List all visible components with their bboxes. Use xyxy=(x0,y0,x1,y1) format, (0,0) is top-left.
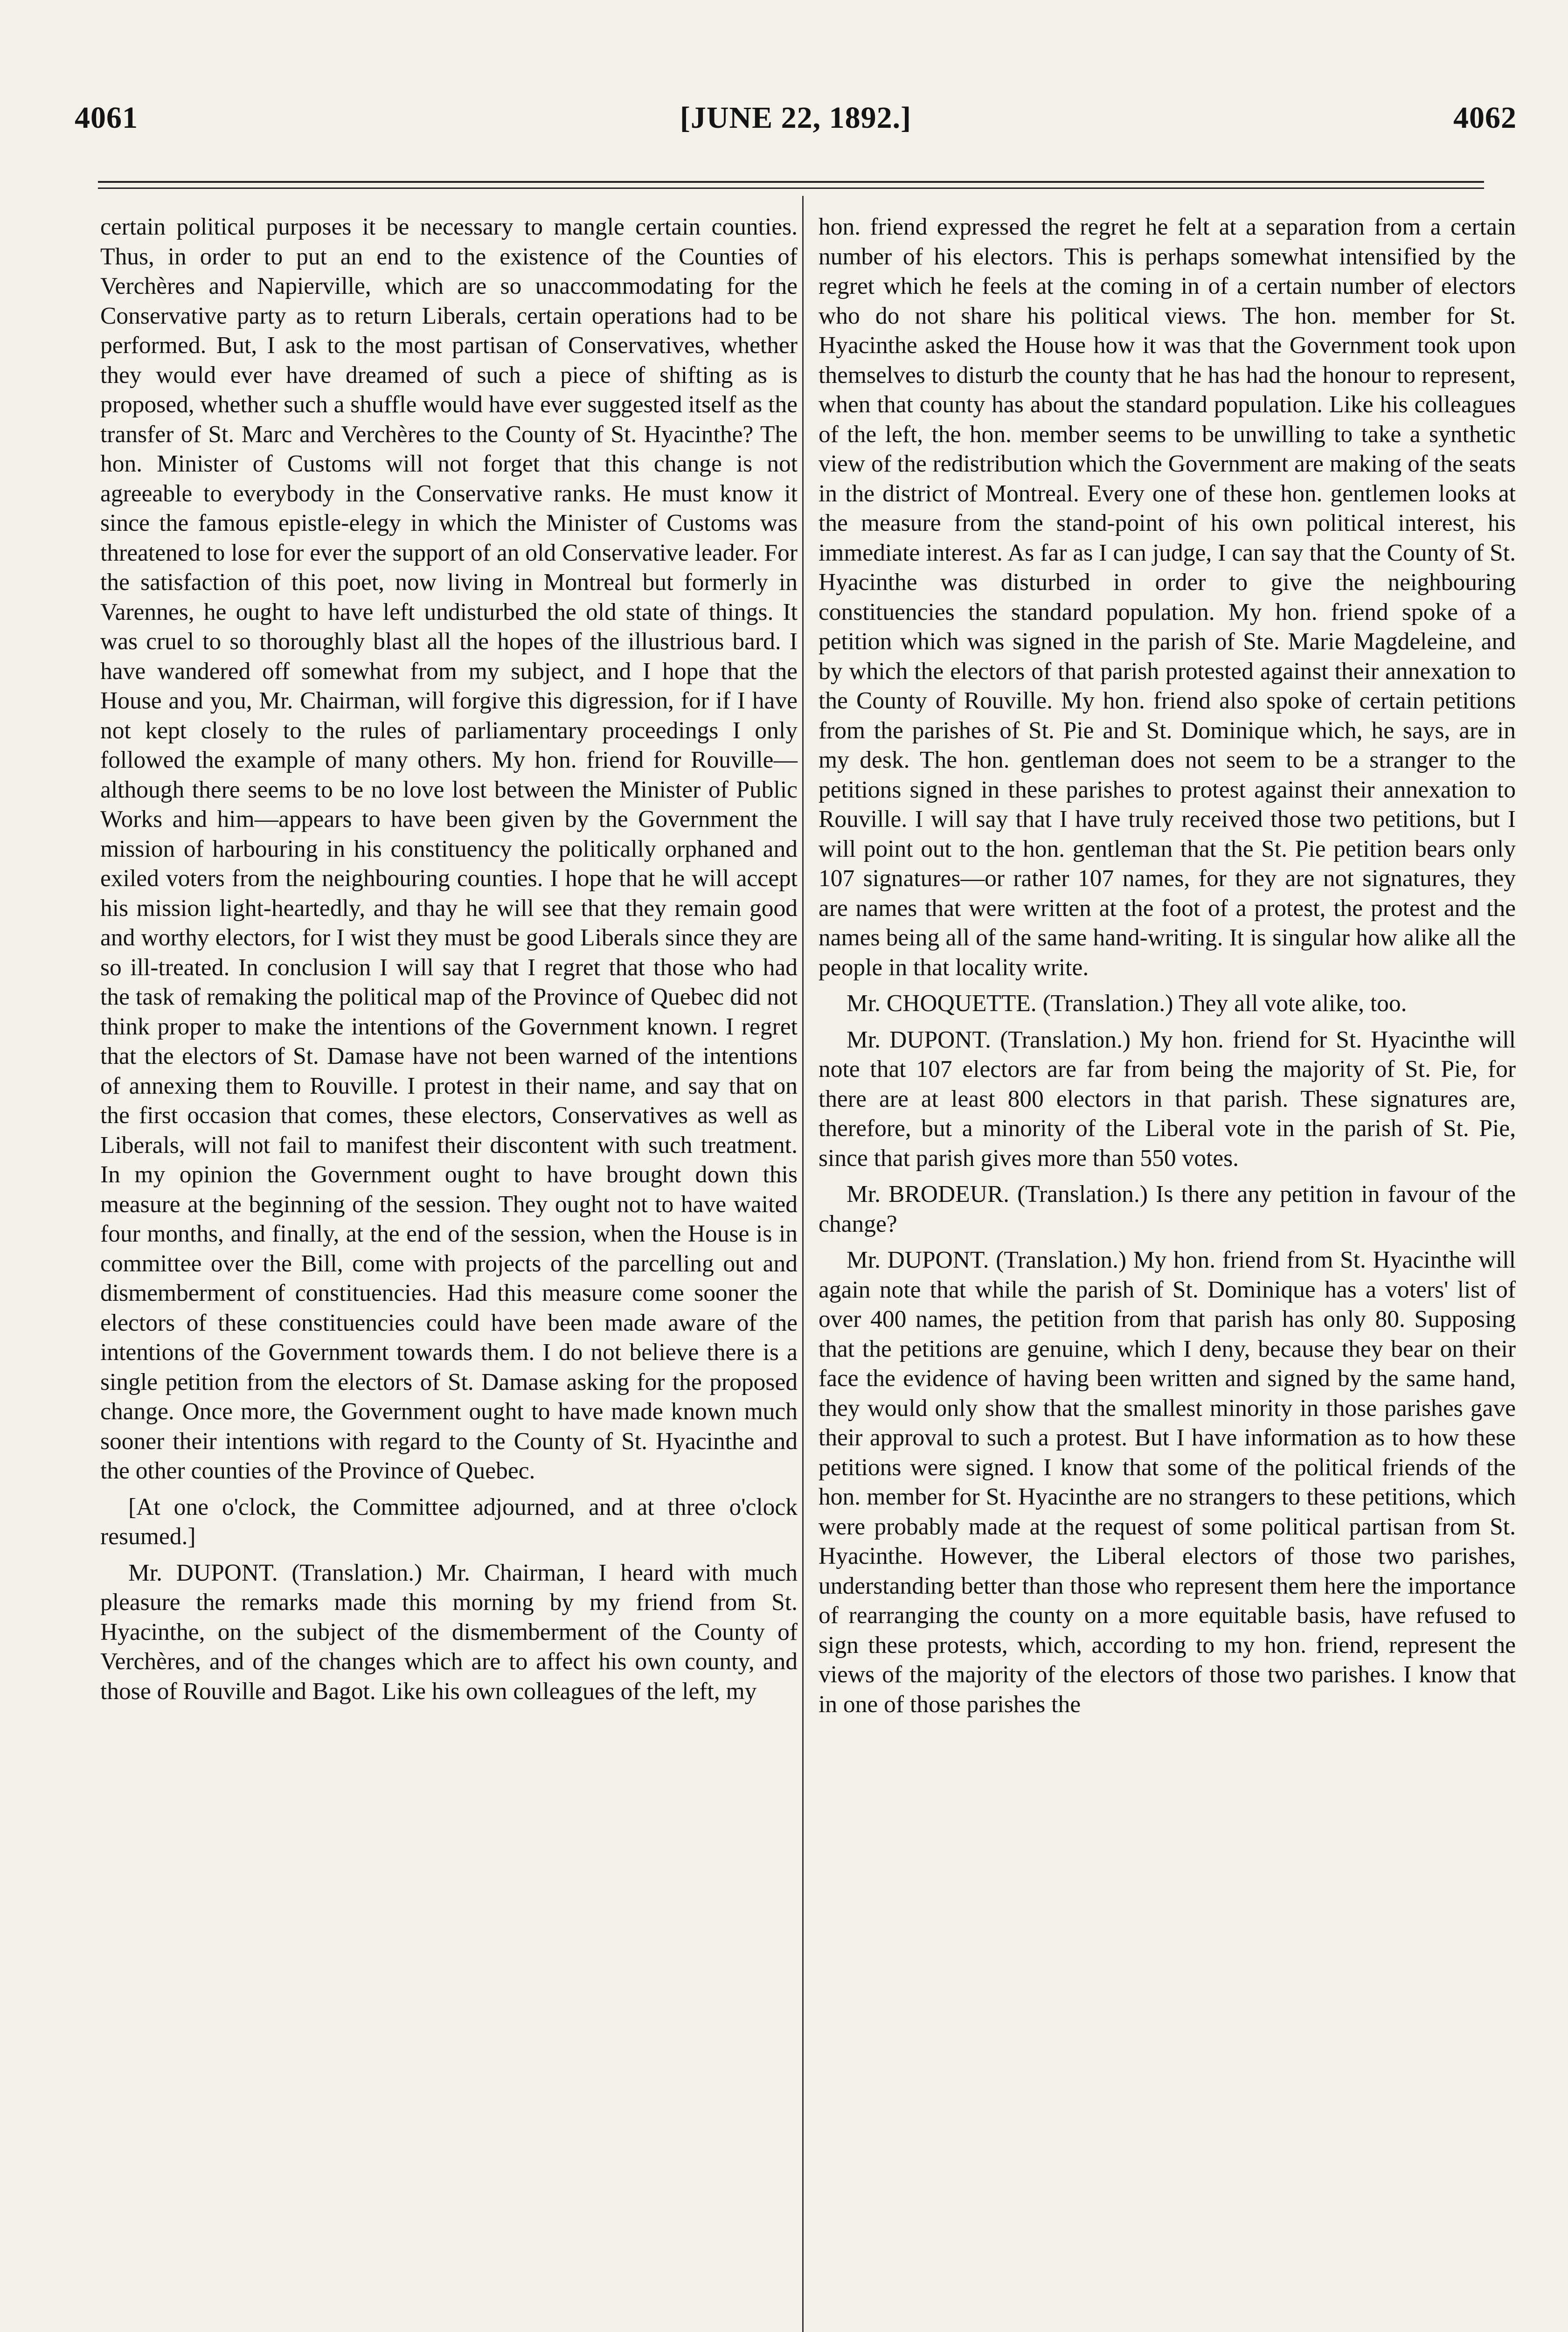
left-paragraph-2: [At one o'clock, the Committee adjourned, and at three o'clock resumed.] xyxy=(100,1493,798,1550)
page-number-right: 4062 xyxy=(1453,101,1517,135)
left-paragraph-1: certain political purposes it be necessary to mangle certain counties. Thus, in order to put an end to the existence of the Counties of Verchères and Napierville, which are so unaccommodating for the Conservative party as to return Liberals, certain operations had to be performed. But, I ask to the most partisan of Conservatives, whether they would ever have dreamed of such a piece of shifting as is proposed, whether such a shuffle would have ever suggested itself as the transfer of St. Marc and Verchères to the County of St. Hyacinthe? The hon. Minister of Customs will not forget that this change is not agreeable to everybody in the Conservative ranks. He must know it since the famous epistle-elegy in which the Minister of Customs was threatened to lose for ever the support of an old Conservative leader. For the satisfaction of this poet, now living in Montreal but formerly in Varennes, he ought to have left undisturbed the old state of things. It was cruel to so thoroughly blast all the hopes of the illustrious bard. I have wandered off somewhat from my subject, and I hope that the House and you, Mr. Chairman, will forgive this digression, for if I have not kept closely to the rules of parliamentary proceedings I only followed the example of many others. My hon. friend for Rouville—although there seems to be no love lost between the Minister of Public Works and him—appears to have been given by the Government the mission of harbouring in his constituency the politically orphaned and exiled voters from the neighbouring counties. I hope that he will accept his mission light-heartedly, and thay he will see that they remain good and worthy electors, for I wist they must be good Liberals since they are so ill-treated. In conclusion I will say that I regret that those who had the task of remaking the political map of the Province of Quebec did not think proper to make the intentions of the Government known. I regret that the electors of St. Damase have not been warned of the intentions of annexing them to Rouville. I protest in their name, and say that on the first occasion that comes, these electors, Conservatives as well as Liberals, will not fail to manifest their discontent with such treatment. In my opinion the Government ought to have brought down this measure at the beginning of the session. They ought not to have waited four months, and finally, at the end of the session, when the House is in committee over the Bill, come with projects of the parcelling out and dismemberment of constituencies. Had this measure come sooner the electors of these constituencies could have been made aware of the intentions of the Government towards them. I do not believe there is a single petition from the electors of St. Damase asking for the proposed change. Once more, the Government ought to have made known much sooner their intentions with regard to the County of St. Hyacinthe and the other counties of the Province of Quebec. xyxy=(100,214,798,1484)
right-paragraph-4: Mr. BRODEUR. (Translation.) Is there any petition in favour of the change? xyxy=(819,1181,1516,1237)
page-number-left: 4061 xyxy=(75,101,138,135)
column-divider xyxy=(802,196,804,2332)
right-column xyxy=(819,212,1516,1726)
right-paragraph-5: Mr. DUPONT. (Translation.) My hon. friend from St. Hyacinthe will again note that while the parish of St. Dominique has a voters' list of over 400 names, the petition from that parish has only 80. Supposing that the petitions are genuine, which I deny, because they bear on their face the evidence of having been written and signed by the same hand, they would only show that the smallest minority in those parishes gave their approval to such a protest. But I have information as to how these petitions were signed. I know that some of the political friends of the hon. member for St. Hyacinthe are no strangers to these petitions, which were probably made at the request of some political partisan from St. Hyacinthe. However, the Liberal electors of those two parishes, understanding better than those who represent them here the importance of rearranging the county on a more equitable basis, have refused to sign these protests, which, according to my hon. friend, represent the views of the majority of the electors of those two parishes. I know that in one of those parishes the xyxy=(819,1247,1516,1718)
right-paragraph-2: Mr. CHOQUETTE. (Translation.) They all vote alike, too. xyxy=(846,990,1407,1017)
header-rule-bottom xyxy=(98,187,1484,189)
left-column xyxy=(100,212,798,1713)
left-paragraph-3: Mr. DUPONT. (Translation.) Mr. Chairman, I heard with much pleasure the remarks made this morning by my friend from St. Hyacinthe, on the subject of the dismemberment of the County of Verchères, and of the changes which are to affect his own county, and those of Rouville and Bagot. Like his own colleagues of the left, my xyxy=(100,1559,798,1705)
right-paragraph-3: Mr. DUPONT. (Translation.) My hon. friend for St. Hyacinthe will note that 107 electors are far from being the majority of St. Pie, for there are at least 800 electors in that parish. These signatures are, therefore, but a minority of the Liberal vote in the parish of St. Pie, since that parish gives more than 550 votes. xyxy=(819,1026,1516,1172)
page-date: [JUNE 22, 1892.] xyxy=(680,101,912,135)
page-header xyxy=(75,100,1517,138)
right-paragraph-1: hon. friend expressed the regret he felt at a separation from a certain number of his electors. This is perhaps somewhat intensified by the regret which he feels at the coming in of a certain number of electors who do not share his political views. The hon. member for St. Hyacinthe asked the House how it was that the Government took upon themselves to disturb the county that he has had the honour to represent, when that county has about the standard population. Like his colleagues of the left, the hon. member seems to be unwilling to take a synthetic view of the redistribution which the Government are making of the seats in the district of Montreal. Every one of these hon. gentlemen looks at the measure from the stand-point of his own political interest, his immediate interest. As far as I can judge, I can say that the County of St. Hyacinthe was disturbed in order to give the neighbouring constituencies the standard population. My hon. friend spoke of a petition which was signed in the parish of Ste. Marie Magdeleine, and by which the electors of that parish protested against their annexation to the County of Rouville. My hon. friend also spoke of certain petitions from the parishes of St. Pie and St. Dominique which, he says, are in my desk. The hon. gentleman does not seem to be a stranger to the petitions signed in these parishes to protest against their annexation to Rouville. I will say that I have truly received those two petitions, but I will point out to the hon. gentleman that the St. Pie petition bears only 107 signatures—or rather 107 names, for they are not signatures, they are names that were written at the foot of a protest, the protest and the names being all of the same hand-writing. It is singular how alike all the people in that locality write. xyxy=(819,214,1516,981)
header-rule-top xyxy=(98,181,1484,183)
